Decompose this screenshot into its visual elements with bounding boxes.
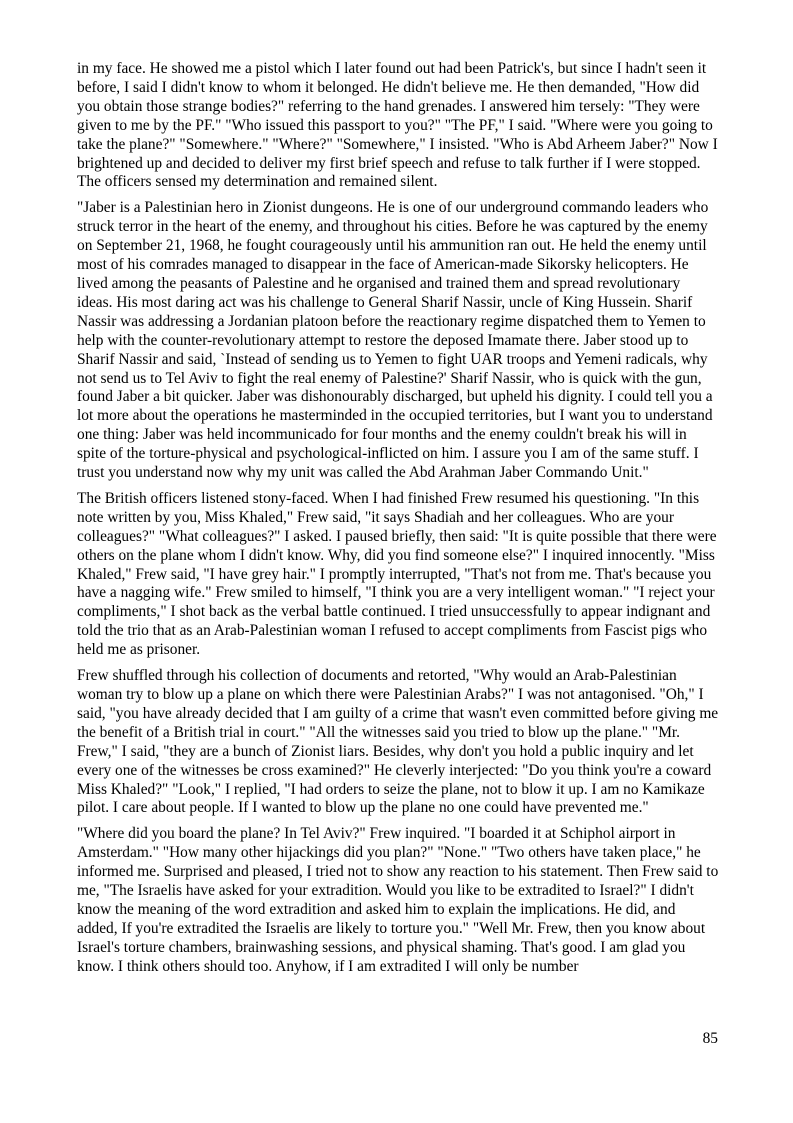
paragraph-2: "Jaber is a Palestinian hero in Zionist dungeons. He is one of our underground commando leaders who struck terror in the heart of the enemy, and throughout his cities. Before he was captured by the enemy on September 21, 1968, he fought courageously until his ammunition ran out. He held the enemy until most of his comrades managed to disappear in the face of American-made Sikorsky helicopters. He lived among the peasants of Palestine and he organised and trained them and spread revolutionary ideas. His most daring act was his challenge to General Sharif Nassir, uncle of King Hussein. Sharif Nassir was addressing a Jordanian platoon before the reactionary regime dispatched them to Yemen to help with the counter-revolutionary attempt to restore the deposed Imamate there. Jaber stood up to Sharif Nassir and said, `Instead of sending us to Yemen to fight UAR troops and Yemeni radicals, why not send us to Tel Aviv to fight the real enemy of Palestine?' Sharif Nassir, who is quick with the gun, found Jaber a bit quicker. Jaber was dishonourably discharged, but upheld his dignity. I could tell you a lot more about the operations he masterminded in the occupied territories, but I want you to understand one thing: Jaber was held incommunicado for four months and the enemy couldn't break his will in spite of the torture-physical and psychological-inflicted on him. I assure you I am of the same stuff. I trust you understand now why my unit was called the Abd Arahman Jaber Commando Unit." [77,199,713,482]
paragraph-3: The British officers listened stony-faced. When I had finished Frew resumed his questioning. "In this note written by you, Miss Khaled," Frew said, "it says Shadiah and her colleagues. Who are your colleagues?" "What colleagues?" I asked. I paused briefly, then said: "It is quite possible that there were others on the plane whom I didn't know. Why, did you find someone else?" I inquired innocently. "Miss Khaled," Frew said, "I have grey hair." I promptly interrupted, "That's not from me. That's because you have a nagging wife." Frew smiled to himself, "I think you are a very intelligent woman." "I reject your compliments," I shot back as the verbal battle continued. I tried unsuccessfully to appear indignant and told the trio that as an Arab-Palestinian woman I refused to accept compliments from Fascist pigs who held me as prisoner. [77,489,717,659]
paragraph-1: in my face. He showed me a pistol which I later found out had been Patrick's, but since I hadn't seen it before, I said I didn't know to whom it belonged. He didn't believe me. He then demanded, "How did you obtain those strange bodies?" referring to the hand grenades. I answered him tersely: "They were given to me by the PF." "Who issued this passport to you?" "The PF," I said. "Where were you going to take the plane?" "Somewhere." "Where?" "Somewhere," I insisted. "Who is Abd Arheem Jaber?" Now I brightened up and decided to deliver my first brief speech and refuse to talk further if I were stopped. The officers sensed my determination and remained silent. [77,60,718,191]
page-number: 85 [702,1030,718,1047]
page-body [77,60,719,984]
paragraph-4: Frew shuffled through his collection of documents and retorted, "Why would an Arab-Palestinian woman try to blow up a plane on which there were Palestinian Arabs?" I was not antagonised. "Oh," I said, "you have already decided that I am guilty of a crime that wasn't even committed before giving me the benefit of a British trial in court." "All the witnesses said you tried to blow up the plane." "Mr. Frew," I said, "they are a bunch of Zionist liars. Besides, why don't you hold a public inquiry and let every one of the witnesses be cross examined?" He cleverly interjected: "Do you think you're a coward Miss Khaled?" "Look," I replied, "I had orders to seize the plane, not to blow it up. I am no Kamikaze pilot. I care about people. If I wanted to blow up the plane no one could have prevented me." [77,667,719,817]
paragraph-5: "Where did you board the plane? In Tel Aviv?" Frew inquired. "I boarded it at Schiphol airport in Amsterdam." "How many other hijackings did you plan?" "None." "Two others have taken place," he informed me. Surprised and pleased, I tried not to show any reaction to his statement. Then Frew said to me, "The Israelis have asked for your extradition. Would you like to be extradited to Israel?" I didn't know the meaning of the word extradition and asked him to explain the implications. He did, and added, If you're extradited the Israelis are likely to torture you." "Well Mr. Frew, then you know about Israel's torture chambers, brainwashing sessions, and physical shaming. That's good. I am glad you know. I think others should too. Anyhow, if I am extradited I will only be number [77,825,719,975]
